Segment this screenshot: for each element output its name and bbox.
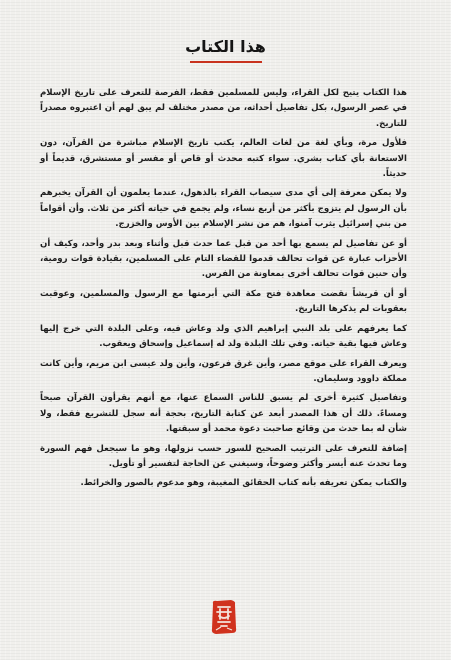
title-underline [190,61,262,63]
paragraph-1: هذا الكتاب يتيح لكل القراء، وليس للمسلمين فقط، الفرصة للتعرف على تاريخ الإسلام في عصر الرسول، بكل تفاصيل أحداثه، من مصدر مختلف لم يبق لهم أن اعتبروه مصدراً للتاريخ. [40,88,407,129]
page-title: هذا الكتاب [185,37,266,56]
blurb-text [40,86,407,496]
paragraph-6: كما يعرفهم على بلد النبي إبراهيم الذي ولد وعاش فيه، وعلى البلدة التي خرج إليها وعاش فيها بقية حياته. وفي تلك البلدة ولد له إسماعيل وإسحاق ويعقوب. [40,323,407,350]
paragraph-2: فلأول مرة، وبأي لغة من لغات العالم، يكتب تاريخ الإسلام مباشرة من القرآن، دون الاستعانة بأي كتاب بشري. سواء كتبه محدث أو قاص أو مفسر أو مستشرق، قديماً أو حديثاً. [40,138,407,180]
paragraph-8: وتفاصيل كثيرة أخرى لم يسبق للناس السماع عنها، مع أنهم يقرأون القرآن صبحاً ومساءً. ذلك أن هذا المصدر أبعد عن كتابة التاريخ، بحجة أنه سجل للتشريع فقط، ولا شأن له بما حدث من وقائع صاحبت دعوة محمد أو سبقتها. [40,393,407,435]
paragraph-7: ويعرف القراء على موقع مصر، وأين غرق فرعون، وأين ولد عيسى ابن مريم، وأين كانت مملكة داوود وسليمان. [40,358,407,384]
paragraph-3: ولا يمكن معرفة إلى أي مدى سيصاب القراء بالذهول، عندما يعلمون أن القرآن يخبرهم بأن الرسول لم يتزوج بأكثر من أربع نساء، ولم يجمع في حياته أكثر من ثلاث. وأن أقواماً من بني إسرائيل يثرب آمنوا، هم من نشر الإسلام بين الأوس والخزرج. [40,188,407,230]
paragraph-4: أو عن تفاصيل لم يسمع بها أحد من قبل عما حدث قبل وأثناء وبعد بدر وأحد، وكيف أن الأحزاب عبارة عن قوات تحالف قدموا للقضاء التام على المسلمين، بقيادة قوات رومية، وأن حنين قوات تحالف أخرى بمعاونة من الفرس. [40,238,407,280]
paragraph-10: والكتاب يمكن تعريفه بأنه كتاب الحقائق المغيبة، وهو مدعوم بالصور والخرائط. [80,478,407,489]
publisher-seal-icon [209,598,239,636]
paragraph-5: أو أن قريشاً نقضت معاهدة فتح مكة التي أبرمتها مع الرسول والمسلمين، وعوقبت بعقوبات لم يذكرها التاريخ. [40,288,407,315]
title-block [0,36,451,63]
paragraph-9: إضافة للتعرف على الترتيب الصحيح للسور حسب نزولها، وهو ما سيجعل فهم السورة وما تحدث عنه أيسر وأكثر وضوحاً، وسيغني عن الحاجة لتفسير أو تأويل. [40,443,407,469]
